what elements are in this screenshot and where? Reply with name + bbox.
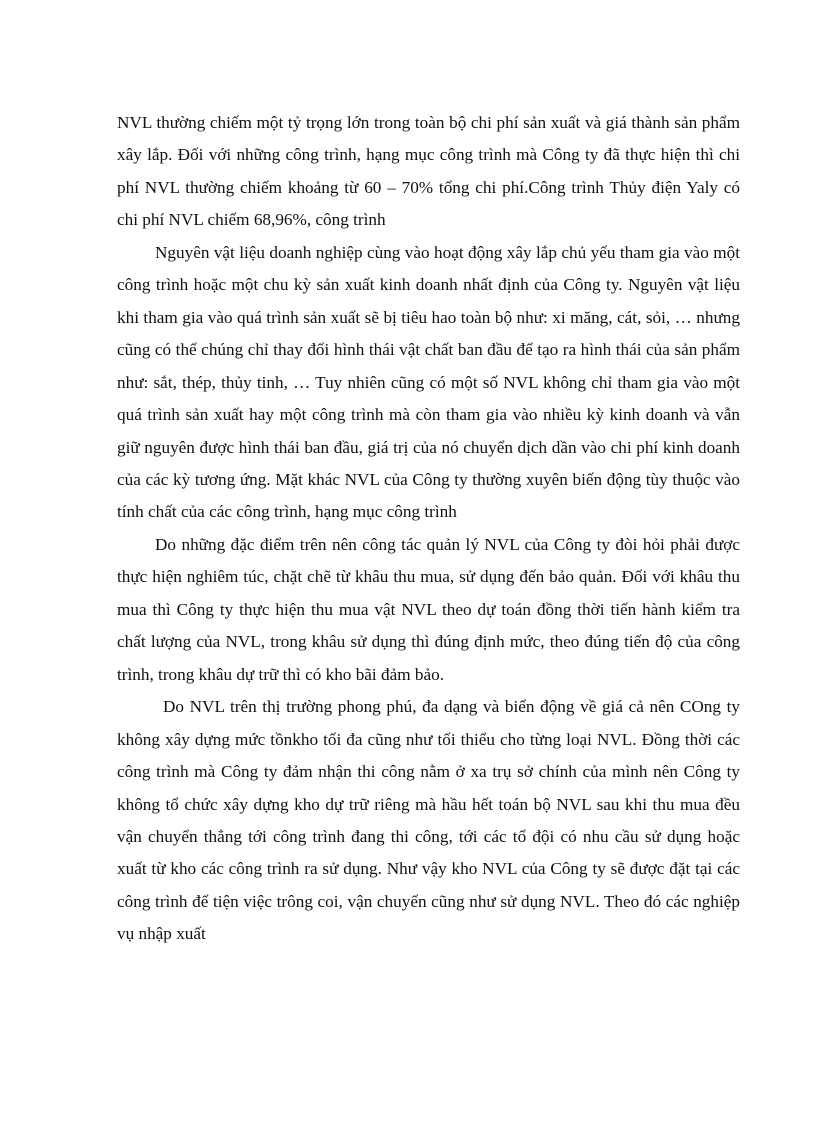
paragraph-continuation: NVL thường chiếm một tỷ trọng lớn trong toàn bộ chi phí sản xuất và giá thành sản phẩm xây lắp. Đối với những công trình, hạng mục công trình mà Công ty đã thực hiện thì chi phí NVL thường chiếm khoảng từ 60 – 70% tổng chi phí.Công trình Thủy điện Yaly có chi phí NVL chiếm 68,96%, công trình: [117, 113, 740, 230]
paragraph-material-characteristics: Nguyên vật liệu doanh nghiệp cùng vào hoạt động xây lắp chủ yếu tham gia vào một công trình hoặc một chu kỳ sản xuất kinh doanh nhất định của Công ty. Nguyên vật liệu khi tham gia vào quá trình sản xuất sẽ bị tiêu hao toàn bộ như: xi măng, cát, sỏi, … nhưng cũng có thể chúng chỉ thay đổi hình thái vật chất ban đầu để tạo ra hình thái của sản phẩm như: sắt, thép, thủy tinh, … Tuy nhiên cũng có một số NVL không chỉ tham gia vào một quá trình sản xuất hay một công trình mà còn tham gia vào nhiều kỳ kinh doanh và vẫn giữ nguyên được hình thái ban đầu, giá trị của nó chuyển dịch dần vào chi phí kinh doanh của các kỳ tương ứng. Mặt khác NVL của Công ty thường xuyên biến động tùy thuộc vào tính chất của các công trình, hạng mục công trình: [117, 242, 740, 522]
body-text: [117, 107, 740, 951]
paragraph-management-requirements: Do những đặc điểm trên nên công tác quản lý NVL của Công ty đòi hỏi phải được thực hiện nghiêm túc, chặt chẽ từ khâu thu mua, sử dụng đến bảo quản. Đối với khâu thu mua thì Công ty thực hiện thu mua vật NVL theo dự toán đồng thời tiến hành kiểm tra chất lượng của NVL, trong khâu sử dụng thì đúng định mức, theo đúng tiến độ của công trình, trong khâu dự trữ thì có kho bãi đảm bảo.: [117, 534, 740, 684]
paragraph-storage-policy: Do NVL trên thị trường phong phú, đa dạng và biến động về giá cả nên COng ty không xây dựng mức tồnkho tối đa cũng như tối thiểu cho từng loại NVL. Đồng thời các công trình mà Công ty đảm nhận thi công nằm ở xa trụ sở chính của mình nên Công ty không tổ chức xây dựng kho dự trữ riêng mà hầu hết toán bộ NVL sau khi thu mua đều vận chuyển thẳng tới công trình đang thi công, tới các tổ đội có nhu cầu sử dụng hoặc xuất từ kho các công trình ra sử dụng. Như vậy kho NVL của Công ty sẽ được đặt tại các công trình để tiện việc trông coi, vận chuyển cũng như sử dụng NVL. Theo đó các nghiệp vụ nhập xuất: [117, 697, 740, 944]
